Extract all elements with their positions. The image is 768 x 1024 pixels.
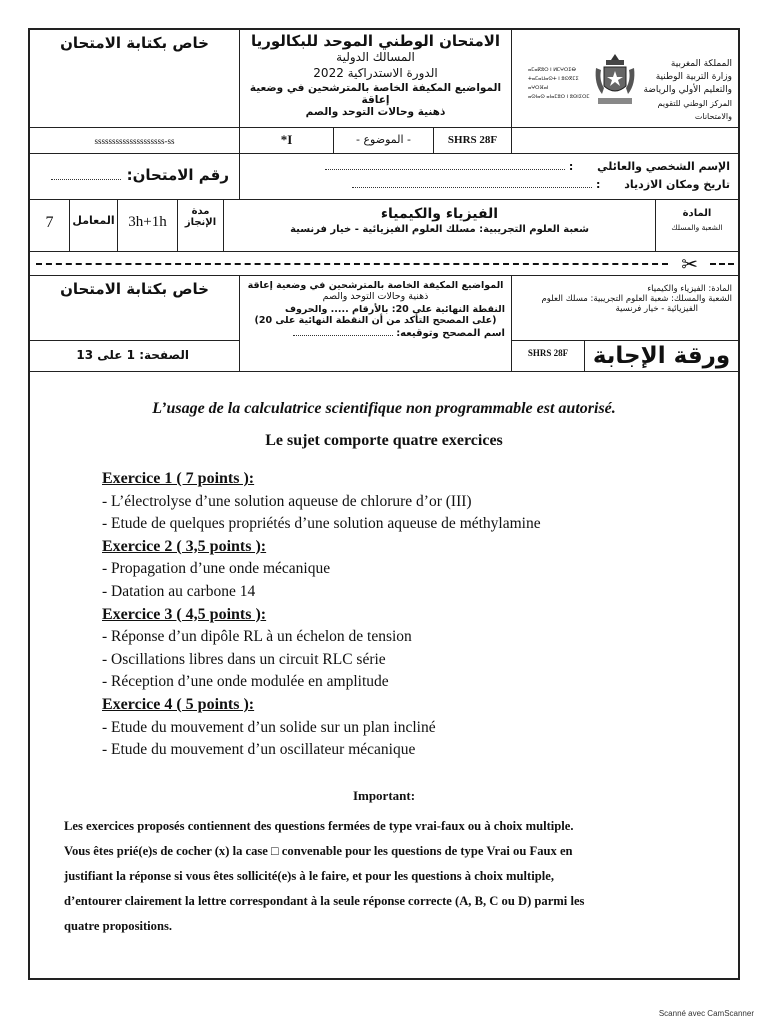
exam-number-field[interactable] [51,166,229,184]
corrector-field[interactable] [240,328,505,339]
verify-note: (على المصحح التأكد من أن النقطة النهائية على 20) [254,315,497,326]
final-grade: النقطة النهائية على 20: بالأرقام ..... والحروف [284,304,505,315]
code-left: ssssssssssssssssssss-ss [94,136,175,146]
coefficient-value-cell [30,200,70,251]
coefficient-label-cell [70,200,118,251]
duration-label-cell [178,200,224,251]
exam-adapted-line2: ذهنية وحالات التوحد والصم [305,106,446,118]
subject-row [30,200,738,252]
national-center-name: المركز الوطني للتقويم والامتحانات [657,99,732,121]
subject-row-label: المادة [682,208,712,219]
exercise-4 [102,694,738,762]
exercise-3-item-2: - Oscillations libres dans un circuit RLC série [102,650,386,668]
morocco-coat-of-arms-icon [592,50,638,108]
corrector-label: اسم المصحح وتوقيعه: [396,328,505,339]
answer-branch-info-1: الشعبة والمسلك: شعبة العلوم التجريبية: مسلك العلوم [541,294,732,304]
intro-line: Le sujet comporte quatre exercices [265,432,503,449]
subject-name: الفيزياء والكيمياء [380,206,499,222]
answer-subject-info: المادة: الفيزياء والكيمياء [647,284,732,294]
answer-adapted-line2: ذهنية وحالات التوحد والصم [322,291,429,302]
duration-value: 3h+1h [128,214,167,230]
header-center-box [240,30,512,127]
exam-adapted-line1: المواضيع المكيفة الخاصة بالمترشحين في وضعية إعاقة [249,82,502,106]
branch-name: شعبة العلوم التجريبية: مسلك العلوم الفيزيائية - خيار فرنسية [290,224,589,235]
name-line [325,160,730,173]
exercise-2-item-1: - Propagation d’une onde mécanique [102,560,331,578]
duration-value-cell [118,200,178,251]
exercise-4-title: Exercice 4 ( 5 points ): [102,695,255,713]
answer-left-divider [30,340,239,341]
important-title: Important: [352,787,416,803]
coefficient-label: المعامل [72,214,115,227]
ministry-name-1: وزارة التربية الوطنية [655,72,732,82]
ministry-arabic-block [636,58,732,123]
code-left-cell [30,128,240,153]
star-code-cell [240,128,334,153]
important-line-3: justifiant la réponse si vous êtes sollicité(e)s à le faire, et pour les questions à choix multiple, [64,868,554,883]
corrector-input[interactable] [293,335,393,336]
subject-name-cell [224,200,656,251]
answer-left-box [30,276,240,371]
answer-series-code: SHRS 28F [527,348,569,358]
important-line-5: quatre propositions. [64,918,173,933]
duration-label-1: مدة [191,206,210,217]
exam-number-label: رقم الامتحان: [126,166,229,184]
duration-label-2: الإنجاز [184,217,217,228]
candidate-row [30,154,738,200]
name-input[interactable] [325,169,565,170]
birth-label: تاريخ ومكان الازدياد [624,178,730,191]
important-line-4: d’entourer clairement la lettre correspondant à la seule réponse correcte (A, B, C ou D) parmi les [64,893,585,908]
answer-sheet-row [30,276,738,372]
important-text [64,814,738,939]
ministry-name-2: والتعليم الأولي والرياضة [643,85,732,95]
exercise-3-item-1: - Réponse d’un dipôle RL à un échelon de tension [102,628,412,646]
answer-left-box-title: خاص بكتابة الامتحان [60,280,209,298]
exercise-1 [102,468,738,536]
exam-track: المسالك الدولية [336,50,415,64]
subject-label: - الموضوع - [356,133,411,146]
star-code: *I [280,132,293,147]
cut-dashes [36,263,668,265]
kingdom-name: المملكة المغربية [670,59,732,69]
birth-input[interactable] [352,187,592,188]
exam-number-cell [30,154,240,199]
cut-dashes-right [710,263,734,265]
exercise-1-title: Exercice 1 ( 7 points ): [102,470,255,487]
birth-line [352,178,730,191]
subject-label-cell [334,128,434,153]
birth-colon: : [596,178,601,191]
cut-line-row [30,252,738,276]
important-line-1: Les exercices proposés contiennent des questions fermées de type vrai-faux ou à choix multiple. [64,818,574,833]
exam-session: الدورة الاستدراكية 2022 [313,66,438,80]
series-code-cell [434,128,512,153]
exam-page-frame [28,28,740,980]
coefficient-value: 7 [45,214,54,231]
exercise-4-item-1: - Etude du mouvement d’un solide sur un plan incliné [102,718,436,736]
important-line-2: Vous êtes prié(e)s de cocher (x) la case □ convenable pour les questions de type Vrai ou Faux en [64,843,573,858]
exercise-3 [102,604,738,694]
codes-row [30,128,738,154]
left-box-title: خاص بكتابة الامتحان [60,34,209,52]
exam-number-input[interactable] [51,179,121,180]
exercise-3-item-3: - Réception d’une onde modulée en amplitude [102,673,389,691]
name-label: الإسم الشخصي والعائلي [597,160,730,173]
exercise-2-item-2: - Datation au carbone 14 [102,582,256,600]
codes-empty-cell [512,128,738,153]
page-number: الصفحة: 1 على 13 [76,348,189,362]
exercise-3-title: Exercice 3 ( 4,5 points ): [102,605,267,623]
answer-adapted-line1: المواضيع المكيفة الخاصة بالمترشحين في وضعية إعاقة [247,280,504,291]
scissors-icon: ✂ [681,252,698,276]
branch-row-label: الشعبة والمسلك [671,223,723,232]
series-code: SHRS 28F [447,134,498,146]
name-colon: : [568,160,574,173]
exam-instructions [30,374,738,939]
ministry-latin-line1: ⴰⵎⴰⴽⵓⵔ ⵏ ⵍⵎⵖⵔⵉⴱ [528,67,576,73]
scanner-watermark: Scanné avec CamScanner [658,1009,754,1018]
ministry-latin-line2: ⵜⴰⵎⴰⵡⴰⵙⵜ ⵏ ⵓⵙⴳⵎⵉ ⴰⵖⵔⴼⴰⵏ [528,76,579,91]
exam-title: الامتحان الوطني الموحد للبكالوريا [250,32,501,50]
calculator-note: L’usage de la calculatrice scientifique non programmable est autorisé. [152,400,616,417]
answer-right-box [512,276,738,371]
exercise-1-item-2: - Etude de quelques propriétés d’une solution aqueuse de méthylamine [102,515,541,533]
exercise-1-item-1: - L’électrolyse d’une solution aqueuse de chlorure d’or (III) [102,492,472,510]
exercise-list [102,468,738,762]
answer-center-box [240,276,512,371]
exercise-2 [102,536,738,604]
ministry-latin-block [528,66,594,102]
answer-sheet-title: ورقة الإجابة [584,340,738,371]
ministry-latin-line3: ⴰⵙⵏⴰⵙ ⴰⵏⴰⵎⵓⵔ ⵏ ⵓⵙⵏⵉⵔⵎ [528,94,590,100]
subject-label-cell-right [656,200,738,251]
exercise-4-item-2: - Etude du mouvement d’un oscillateur mécanique [102,741,416,759]
header-row [30,30,738,128]
candidate-info-cell [240,154,738,199]
header-right-box [512,30,738,127]
answer-branch-info-2: الفيزيائية - خيار فرنسية [615,304,698,314]
exercise-2-title: Exercice 2 ( 3,5 points ): [102,537,267,555]
header-left-box [30,30,240,127]
